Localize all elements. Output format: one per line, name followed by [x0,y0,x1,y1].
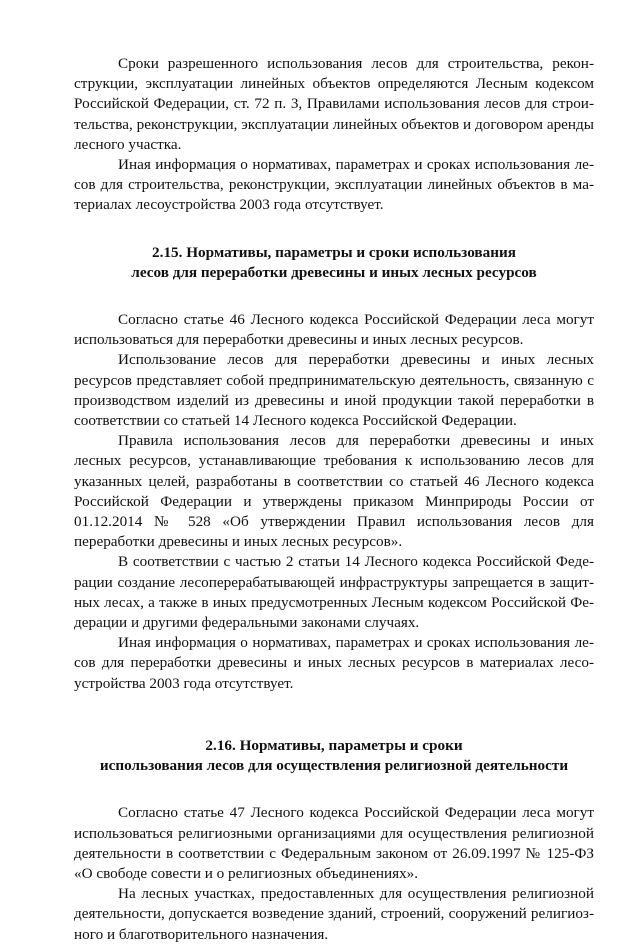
paragraph-2-15-business-activity: Использование лесов для переработки древесины и иных лесных ресурсов представляет собой предпринимательскую деятельность, связанную с производством изделий из древесины и иной продукции такой переработки в соответствии со статьей 14 Лесного кодекса Российской Федерации. [74,351,594,430]
section-heading-2-16-line1: 2.16. Нормативы, параметры и сроки [205,736,463,754]
section-heading-2-16-line2: использования лесов для осуществления религиозной деятельности [99,757,569,775]
paragraph-2-15-article-46: Согласно статье 46 Лесного кодекса Российской Федерации леса могут использоваться для переработки древесины и иных лесных ресурсов. [74,311,594,349]
paragraph-linear-objects-other-info: Иная информация о нормативах, параметрах и сроках использования лесов для строительства, реконструкции, эксплуатации линейных объектов в материалах лесоустройства 2003 года отсутствует. [74,156,594,214]
paragraph-linear-objects-terms: Сроки разрешенного использования лесов для строительства, реконструкции, эксплуатации линейных объектов определяются Лесным кодексом Российской Федерации, ст. 72 п. 3, Правилами использования лесов для строительства, реконструкции, эксплуатации линейных объектов и договором аренды лесного участка. [74,55,594,153]
section-heading-2-15-line2: лесов для переработки древесины и иных лесных ресурсов [131,263,537,281]
paragraph-2-15-other-info: Иная информация о нормативах, параметрах и сроках использования лесов для переработки древесины и иных лесных ресурсов в материалах лесоустройства 2003 года отсутствует. [74,634,594,692]
paragraph-2-15-restrictions: В соответствии с частью 2 статьи 14 Лесного кодекса Российской Федерации создание лесоперерабатывающей инфраструктуры запрещается в защитных лесах, а также в иных предусмотренных Лесным кодексом Российской Федерации и другими федеральными законами случаях. [74,553,594,632]
section-heading-2-15-line1: 2.15. Нормативы, параметры и сроки использования [152,243,516,261]
document-page [74,54,594,945]
section-heading-2-16 [74,736,594,776]
section-heading-2-15 [74,243,594,283]
paragraph-2-15-rules: Правила использования лесов для переработки древесины и иных лесных ресурсов, устанавливающие требования к использованию лесов для указанных целей, разработаны в соответствии со статьей 46 Лесного кодекса Российской Федерации и утверждены приказом Минприроды России от 01.12.2014 № 528 «Об утверждении Правил использования лесов для переработки древесины и иных лесных ресурсов». [74,432,594,551]
paragraph-2-16-buildings: На лесных участках, предоставленных для осуществления религиозной деятельности, допускается возведение зданий, строений, сооружений религиозного и благотворительного назначения. [74,885,594,943]
paragraph-2-16-article-47: Согласно статье 47 Лесного кодекса Российской Федерации леса могут использоваться религиозными организациями для осуществления религиозной деятельности в соответствии с Федеральным законом от 26.09.1997 № 125-ФЗ «О свободе совести и о религиозных объединениях». [74,804,594,882]
